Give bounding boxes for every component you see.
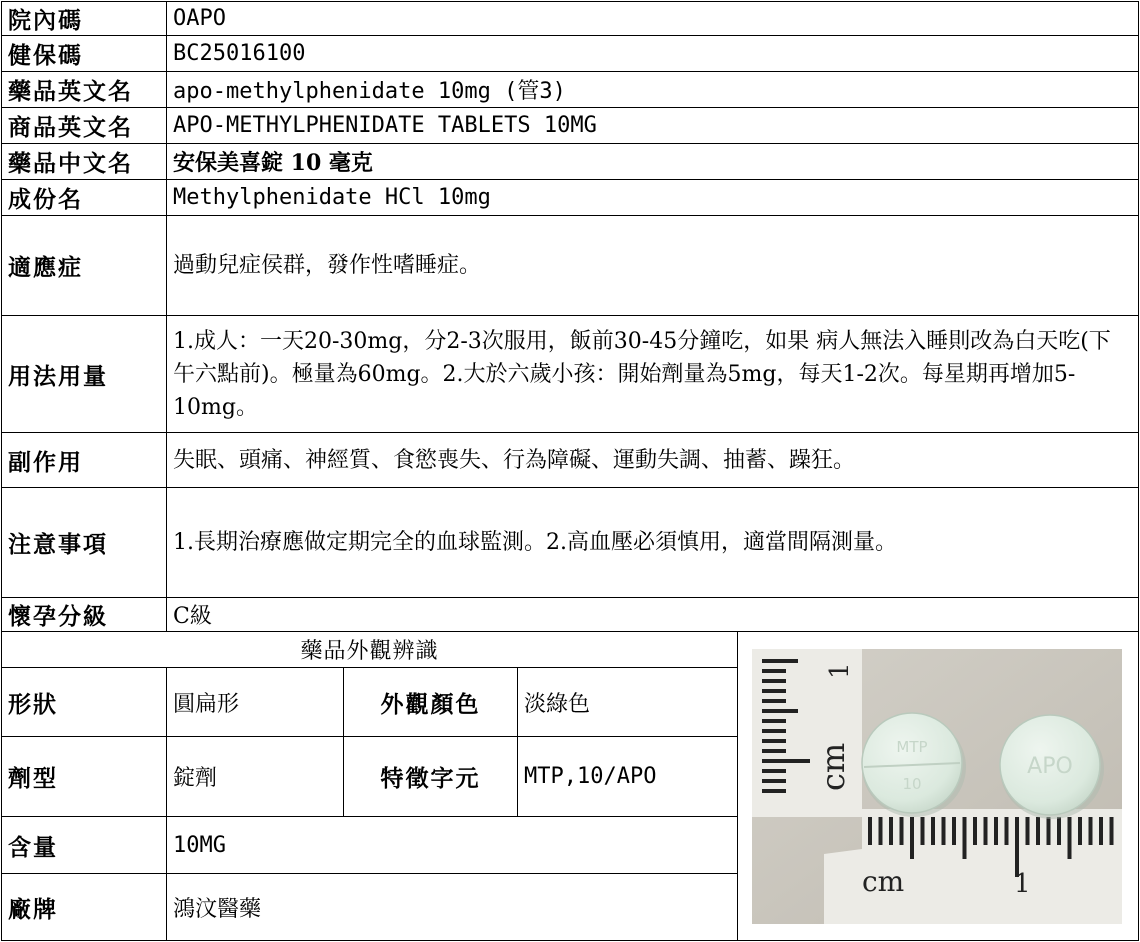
drug-info-sheet — [1, 1, 1138, 940]
label-dosage: 用法用量 — [2, 316, 167, 433]
value-brand: 鴻汶醫藥 — [167, 874, 738, 941]
label-strength: 含量 — [2, 817, 167, 874]
info-row — [2, 216, 1139, 316]
tablet-back-imprint: APO — [1027, 754, 1073, 779]
tablet-photo — [752, 649, 1122, 924]
label-nhi-code: 健保碼 — [2, 36, 167, 72]
value-strength: 10MG — [167, 817, 738, 874]
value-shape: 圓扁形 — [167, 668, 344, 737]
value-product-english-name: APO-METHYLPHENIDATE TABLETS 10MG — [167, 108, 1139, 144]
info-row — [2, 144, 1139, 180]
info-row — [2, 316, 1139, 433]
info-row — [2, 433, 1139, 488]
tablet-front-imprint-top: MTP — [896, 738, 928, 756]
label-ingredient: 成份名 — [2, 180, 167, 216]
label-chinese-name: 藥品中文名 — [2, 144, 167, 180]
label-marking: 特徵字元 — [344, 737, 518, 817]
drug-info-table — [1, 1, 1139, 632]
value-ingredient: Methylphenidate HCl 10mg — [167, 180, 1139, 216]
ruler-unit-horizontal: cm — [862, 865, 905, 898]
value-side-effects: 失眠、頭痛、神經質、食慾喪失、行為障礙、運動失調、抽蓄、躁狂。 — [167, 433, 1139, 488]
value-pregnancy: C級 — [167, 598, 1139, 632]
label-pregnancy: 懷孕分級 — [2, 598, 167, 632]
value-dosage: 1.成人：一天20-30mg，分2-3次服用，飯前30-45分鐘吃，如果 病人無法入睡則改為白天吃(下午六點前)。極量為60mg。2.大於六歲小孩：開始劑量為5mg，每天1-2次。每星期再增加5-10mg。 — [167, 316, 1139, 433]
value-dosage-form: 錠劑 — [167, 737, 344, 817]
label-product-english-name: 商品英文名 — [2, 108, 167, 144]
value-marking: MTP,10/APO — [518, 737, 738, 817]
info-row — [2, 598, 1139, 632]
value-color: 淡綠色 — [518, 668, 738, 737]
value-hospital-code: OAPO — [167, 2, 1139, 36]
ruler-mark-vertical: 1 — [825, 662, 856, 679]
tablet-front-imprint-bottom: 10 — [902, 775, 922, 793]
info-row — [2, 180, 1139, 216]
label-precautions: 注意事項 — [2, 488, 167, 598]
tablet-photo-cell — [738, 632, 1139, 941]
value-nhi-code: BC25016100 — [167, 36, 1139, 72]
label-brand: 廠牌 — [2, 874, 167, 941]
appearance-title: 藥品外觀辨識 — [2, 632, 738, 668]
ruler-mark-horizontal: 1 — [1014, 869, 1031, 899]
label-shape: 形狀 — [2, 668, 167, 737]
value-precautions: 1.長期治療應做定期完全的血球監測。2.高血壓必須慎用，適當間隔測量。 — [167, 488, 1139, 598]
info-row — [2, 2, 1139, 36]
label-dosage-form: 劑型 — [2, 737, 167, 817]
label-hospital-code: 院內碼 — [2, 2, 167, 36]
label-indication: 適應症 — [2, 216, 167, 316]
value-chinese-name: 安保美喜錠 10 毫克 — [167, 144, 1139, 180]
value-english-name: apo-methylphenidate 10mg (管3) — [167, 72, 1139, 108]
info-row — [2, 72, 1139, 108]
ruler-unit-vertical: cm — [814, 742, 853, 791]
info-row — [2, 488, 1139, 598]
label-color: 外觀顏色 — [344, 668, 518, 737]
label-english-name: 藥品英文名 — [2, 72, 167, 108]
info-row — [2, 36, 1139, 72]
label-side-effects: 副作用 — [2, 433, 167, 488]
info-row — [2, 108, 1139, 144]
value-indication: 過動兒症侯群，發作性嗜睡症。 — [167, 216, 1139, 316]
appearance-table — [1, 631, 1139, 941]
